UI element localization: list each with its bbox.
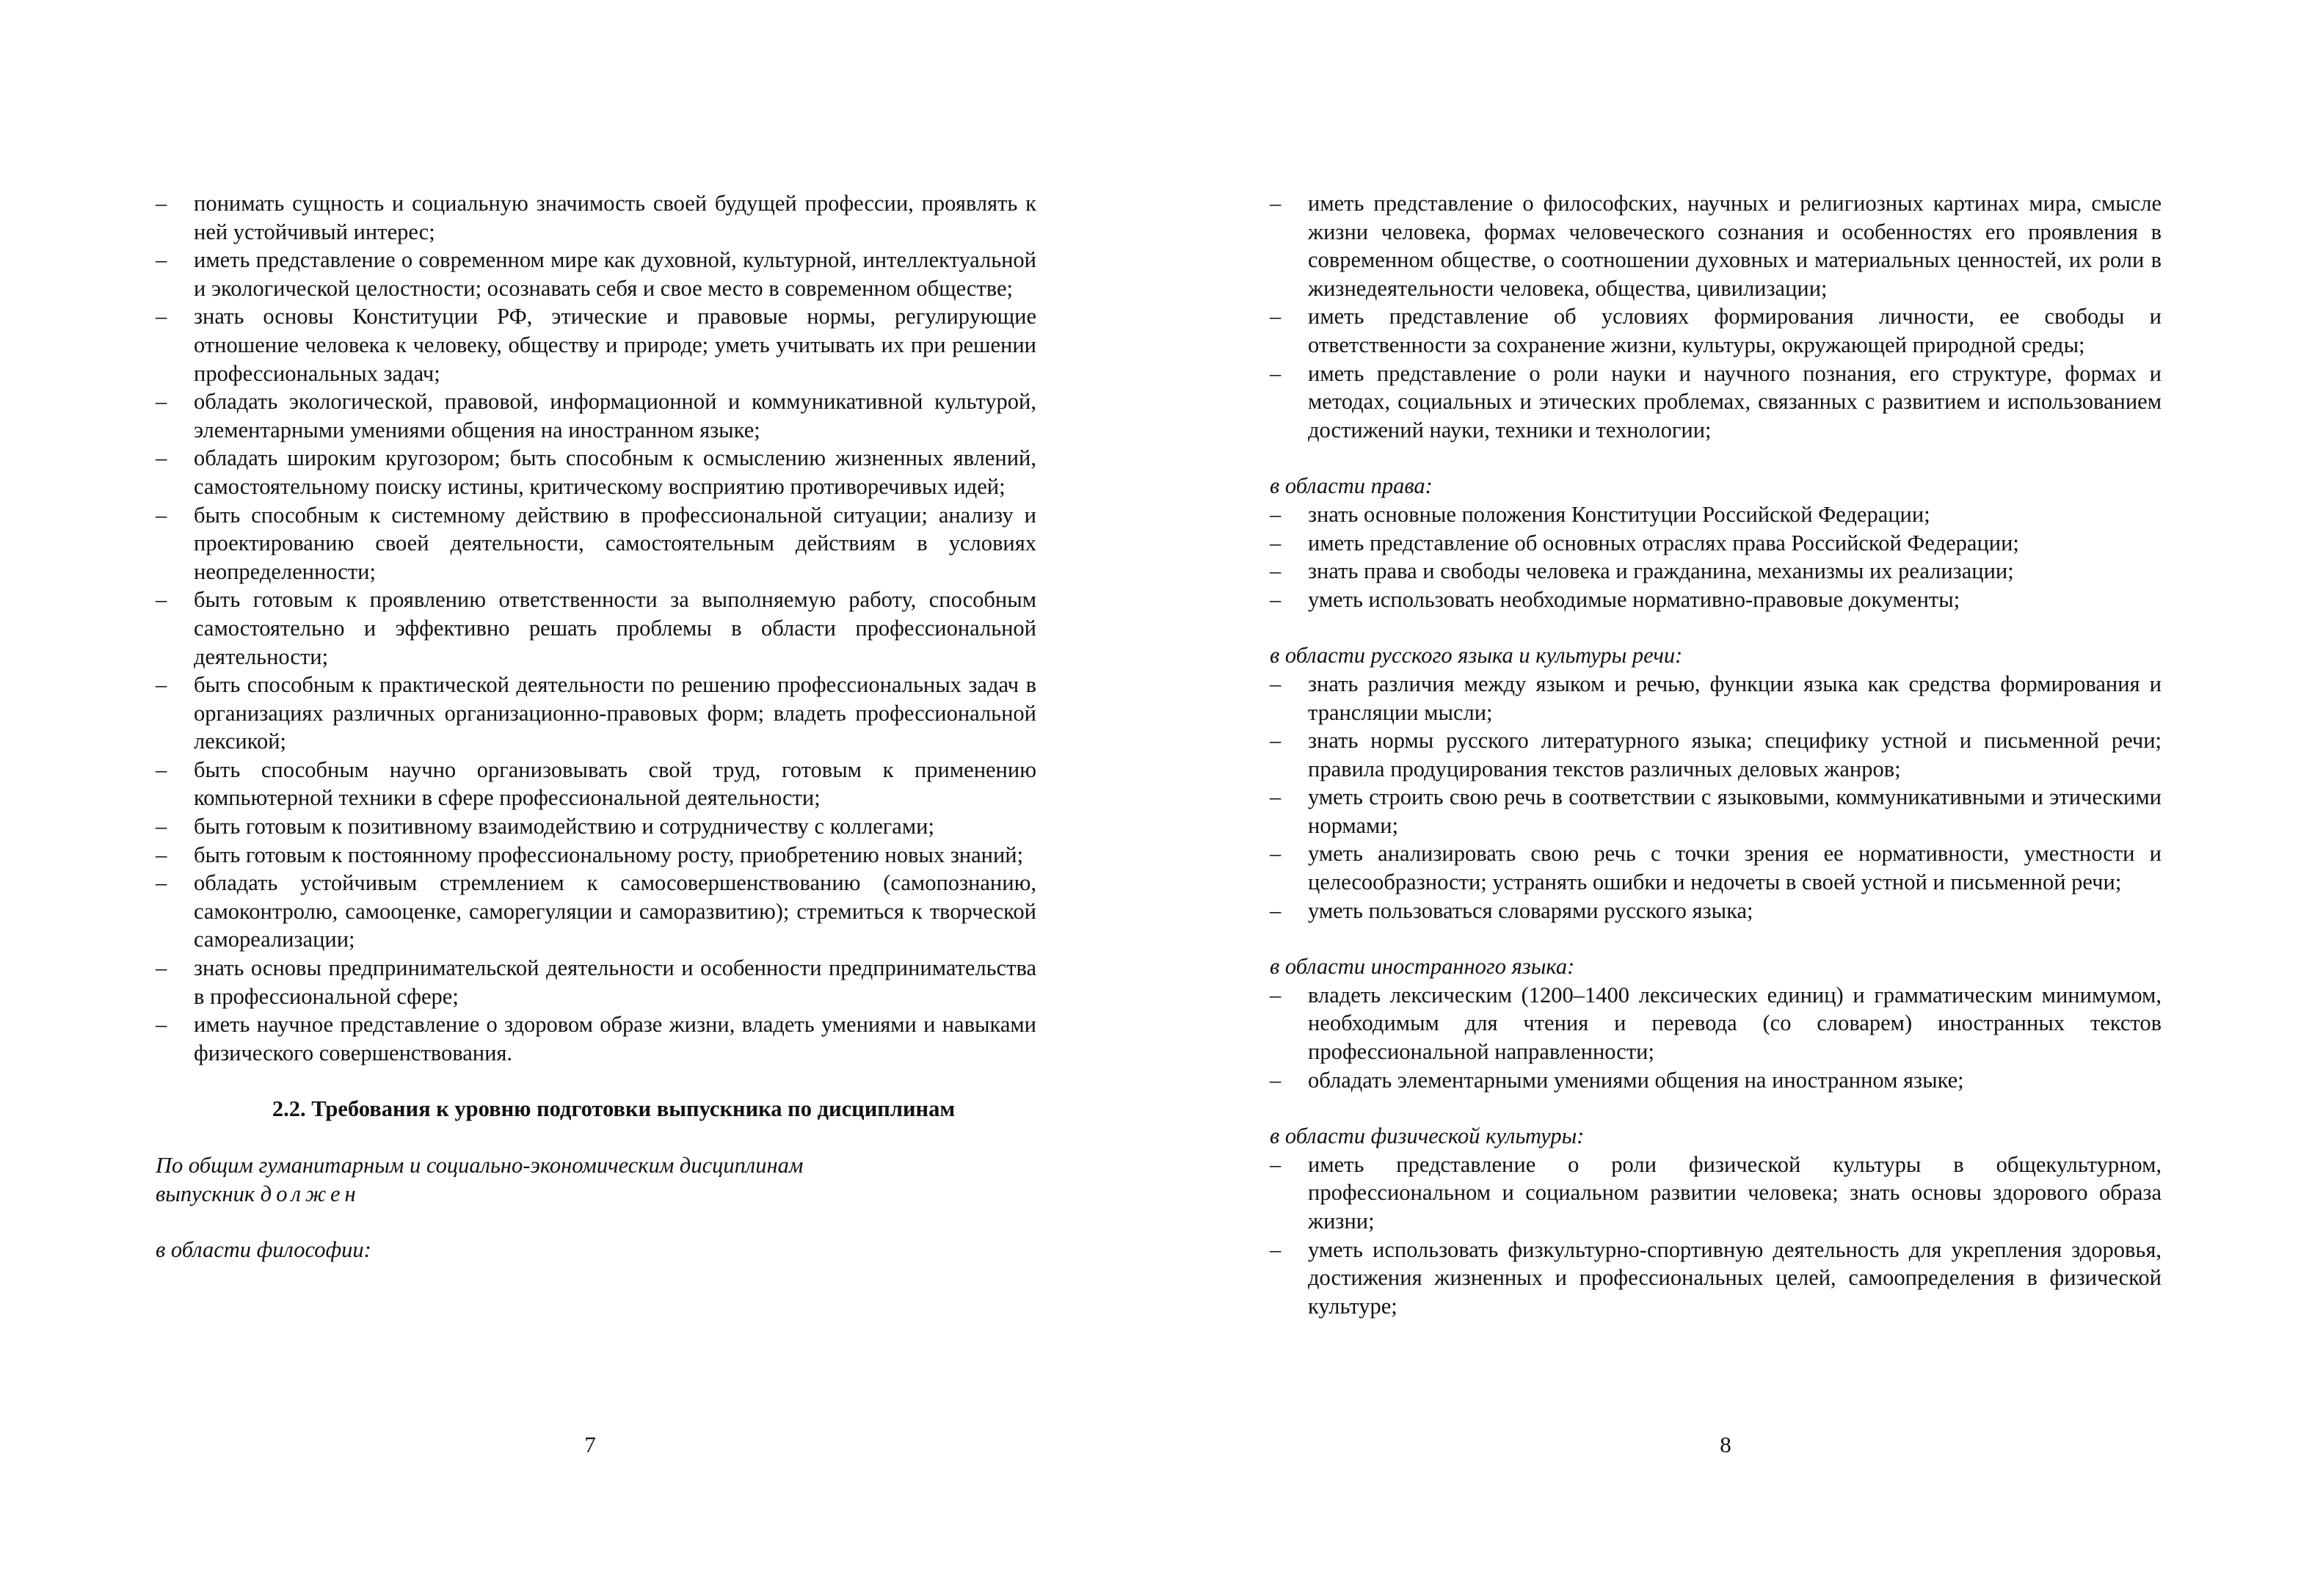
list-item: – обладать элементарными умениями общения на иностранном языке; [1270, 1067, 1964, 1093]
section-heading-law: в области права: [1270, 473, 1433, 499]
list-item: – знать основы предпринимательской деятельности и особенности предпринимательства в профессиональной сфере; [156, 955, 1036, 1009]
russian-list [1270, 670, 2162, 925]
list-item: – иметь научное представление о здоровом образе жизни, владеть умениями и навыками физического совершенствования. [156, 1012, 1036, 1065]
list-item: – уметь пользоваться словарями русского языка; [1270, 897, 1753, 923]
list-item: – уметь строить свою речь в соответствии с языковыми, коммуникативными и этическими нормами; [1270, 784, 2162, 838]
list-item: – знать основные положения Конституции Российской Федерации; [1270, 501, 1930, 527]
emphasized-word: должен [260, 1181, 360, 1206]
section-heading-philosophy: в области философии: [156, 1237, 371, 1263]
list-item: – понимать сущность и социальную значимость своей будущей профессии, проявлять к ней устойчивый интерес; [156, 191, 1036, 244]
list-item: – иметь представление о философских, научных и религиозных картинах мира, смысле жизни человека, формах человеческого сознания и особенностях его проявления в современном обществе, о соотношении духовных и материальных ценностей, их роли в жизнедеятельности человека, общества, цивилизации; [1270, 191, 2162, 301]
page-number: 7 [584, 1432, 596, 1457]
list-item: – обладать широким кругозором; быть способным к осмыслению жизненных явлений, самостоятельному поиску истины, критическому восприятию противоречивых идей; [156, 445, 1036, 499]
list-item: – знать основы Конституции РФ, этические и правовые нормы, регулирующие отношение человека к человеку, обществу и природе; уметь учитывать их при решении профессиональных задач; [156, 304, 1036, 386]
list-item: – быть готовым к постоянному профессиональному росту, приобретению новых знаний; [156, 842, 1024, 867]
list-item: – знать нормы русского литературного языка; специфику устной и письменной речи; правила продуцирования текстов различных деловых жанров; [1270, 728, 2162, 781]
list-item: – быть готовым к позитивному взаимодействию и сотрудничеству с коллегами; [156, 814, 934, 839]
list-item: – обладать устойчивым стремлением к самосовершенствованию (самопознанию, самоконтролю, самооценке, саморегуляции и саморазвитию); стремиться к творческой самореализации; [156, 870, 1036, 952]
list-item: – обладать экологической, правовой, информационной и коммуникативной культурой, элементарными умениями общения на иностранном языке; [156, 389, 1036, 442]
law-list [1270, 500, 2162, 613]
list-item: – знать различия между языком и речью, функции языка как средства формирования и трансляции мысли; [1270, 671, 2162, 725]
page-number: 8 [1720, 1432, 1731, 1457]
list-item: – уметь анализировать свою речь с точки зрения ее нормативности, уместности и целесообразности; устранять ошибки и недочеты в своей устной и письменной речи; [1270, 841, 2162, 895]
right-page [1156, 0, 2312, 1596]
list-item: – быть способным к системному действию в профессиональной ситуации; анализу и проектированию своей деятельности, самостоятельным действиям в условиях неопределенности; [156, 502, 1036, 584]
intro-line: выпускник должен [156, 1181, 360, 1206]
list-item: – быть готовым к проявлению ответственности за выполняемую работу, способным самостоятельно и эффективно решать проблемы в области профессиональной деятельности; [156, 587, 1036, 669]
right-column [1270, 189, 2162, 1320]
philosophy-list [1270, 189, 2162, 444]
list-item: – знать права и свободы человека и гражданина, механизмы их реализации; [1270, 558, 2014, 584]
section-heading-physical-culture: в области физической культуры: [1270, 1123, 1585, 1149]
section-subheading: 2.2. Требования к уровню подготовки выпускника по дисциплинам [272, 1096, 956, 1122]
list-item: – быть способным к практической деятельности по решению профессиональных задач в организациях различных организационно-правовых форм; владеть профессиональной лексикой; [156, 672, 1036, 754]
list-item: – быть способным научно организовывать свой труд, готовым к применению компьютерной техники в сфере профессиональной деятельности; [156, 757, 1036, 811]
list-item: – иметь представление о роли науки и научного познания, его структуре, формах и методах, социальных и этических проблемах, связанных с развитием и использованием достижений науки, техники и технологии; [1270, 360, 2162, 442]
list-item: – иметь представление о современном мире как духовной, культурной, интеллектуальной и экологической целостности; осознавать себя и свое место в современном обществе; [156, 247, 1036, 301]
intro-line: По общим гуманитарным и социально-экономическим дисциплинам [156, 1153, 804, 1178]
list-item: – уметь использовать физкультурно-спортивную деятельность для укрепления здоровья, достижения жизненных и профессиональных целей, самоопределения в физической культуре; [1270, 1236, 2162, 1319]
competency-list [156, 189, 1036, 1067]
foreign-language-list [1270, 981, 2162, 1094]
physical-culture-list [1270, 1151, 2162, 1321]
section-heading-russian: в области русского языка и культуры речи: [1270, 643, 1683, 668]
list-item: – иметь представление о роли физической культуры в общекультурном, профессиональном и социальном развитии человека; знать основы здорового образа жизни; [1270, 1151, 2162, 1234]
list-item: – владеть лексическим (1200–1400 лексических единиц) и грамматическим минимумом, необходимым для чтения и перевода (со словарем) иностранных текстов профессиональной направленности; [1270, 982, 2162, 1065]
section-heading-foreign-language: в области иностранного языка: [1270, 954, 1575, 980]
left-column [156, 189, 1036, 1264]
list-item: – уметь использовать необходимые нормативно-правовые документы; [1270, 586, 1960, 612]
list-item: – иметь представление об условиях формирования личности, ее свободы и ответственности за сохранение жизни, культуры, окружающей природной среды; [1270, 304, 2162, 357]
list-item: – иметь представление об основных отраслях права Российской Федерации; [1270, 530, 2019, 555]
